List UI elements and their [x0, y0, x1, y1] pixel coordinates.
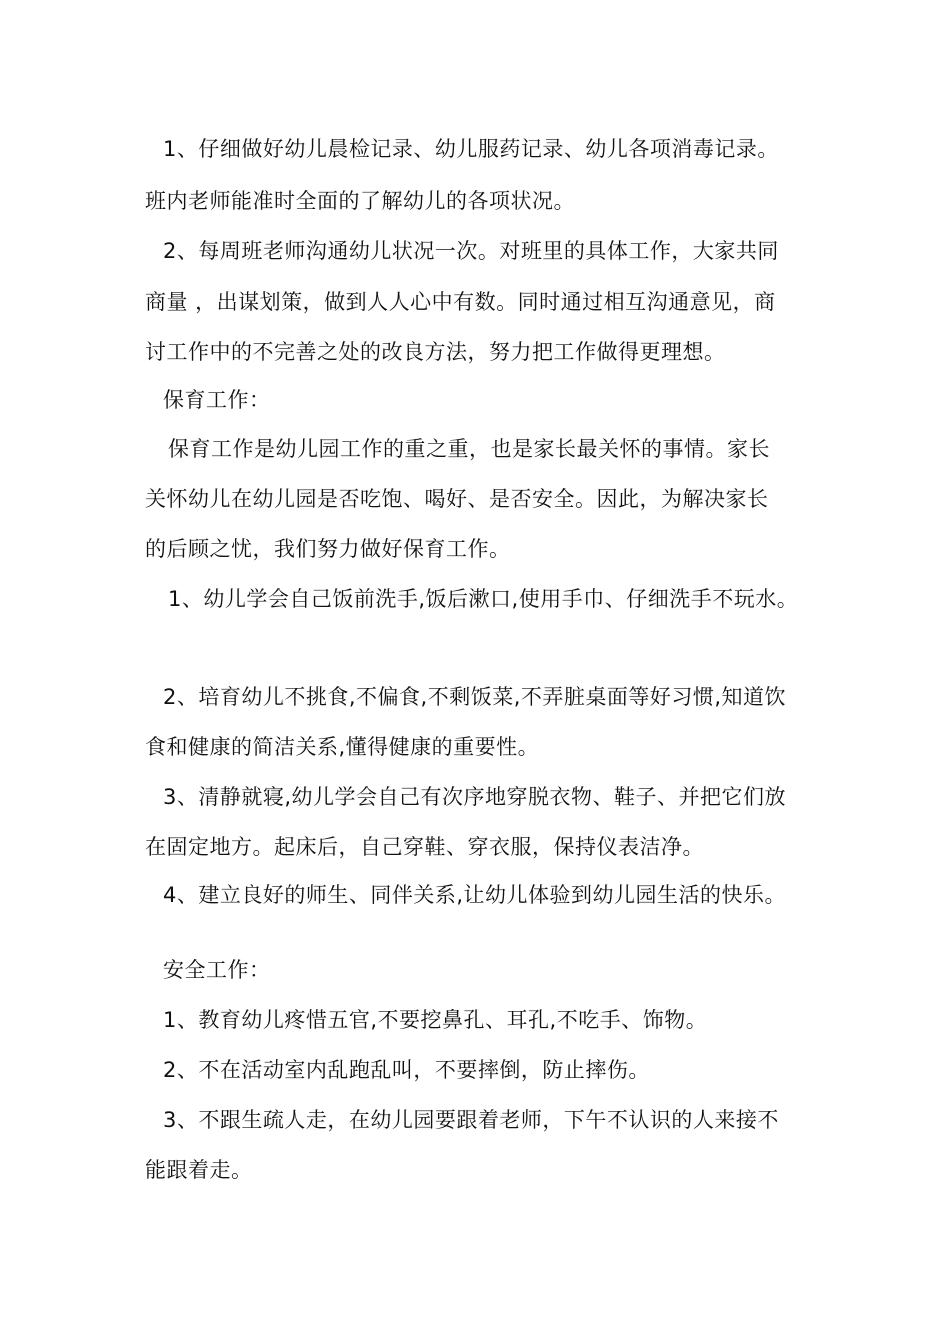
text-line-20: 能跟着走。	[145, 1158, 253, 1182]
text-line-18: 2、不在活动室内乱跑乱叫，不要摔倒，防止摔伤。	[163, 1058, 650, 1082]
text-line-10: 1、幼儿学会自己饭前洗手,饭后漱口,使用手巾、仔细洗手不玩水。	[168, 587, 799, 611]
section-heading-safety: 安全工作：	[163, 958, 271, 982]
text-line-14: 在固定地方。起床后，自己穿鞋、穿衣服，保持仪表洁净。	[145, 835, 704, 859]
text-line-2: 班内老师能准时全面的了解幼儿的各项状况。	[145, 189, 575, 213]
text-line-1: 1、仔细做好幼儿晨检记录、幼儿服药记录、幼儿各项消毒记录。	[163, 137, 779, 161]
text-line-13: 3、清静就寝,幼儿学会自己有次序地穿脱衣物、鞋子、并把它们放	[163, 785, 787, 809]
text-line-15: 4、建立良好的师生、同伴关系,让幼儿体验到幼儿园生活的快乐。	[163, 883, 787, 907]
text-line-17: 1、教育幼儿疼惜五官,不要挖鼻孔、耳孔,不吃手、饰物。	[163, 1008, 708, 1032]
text-line-5: 讨工作中的不完善之处的改良方法，努力把工作做得更理想。	[145, 340, 726, 364]
text-line-19: 3、不跟生疏人走，在幼儿园要跟着老师，下午不认识的人来接不	[163, 1108, 779, 1132]
text-line-12: 食和健康的简洁关系,懂得健康的重要性。	[145, 735, 540, 759]
text-line-3: 2、每周班老师沟通幼儿状况一次。对班里的具体工作，大家共同	[163, 239, 779, 263]
section-heading-childcare: 保育工作：	[163, 388, 271, 412]
text-line-7: 保育工作是幼儿园工作的重之重，也是家长最关怀的事情。家长	[168, 437, 770, 461]
text-line-4: 商量 ，出谋划策，做到人人心中有数。同时通过相互沟通意见，商	[145, 290, 776, 314]
text-line-8: 关怀幼儿在幼儿园是否吃饱、喝好、是否安全。因此，为解决家长	[145, 487, 769, 511]
text-line-11: 2、培育幼儿不挑食,不偏食,不剩饭菜,不弄脏桌面等好习惯,知道饮	[163, 685, 787, 709]
text-line-9: 的后顾之忧，我们努力做好保育工作。	[145, 537, 511, 561]
